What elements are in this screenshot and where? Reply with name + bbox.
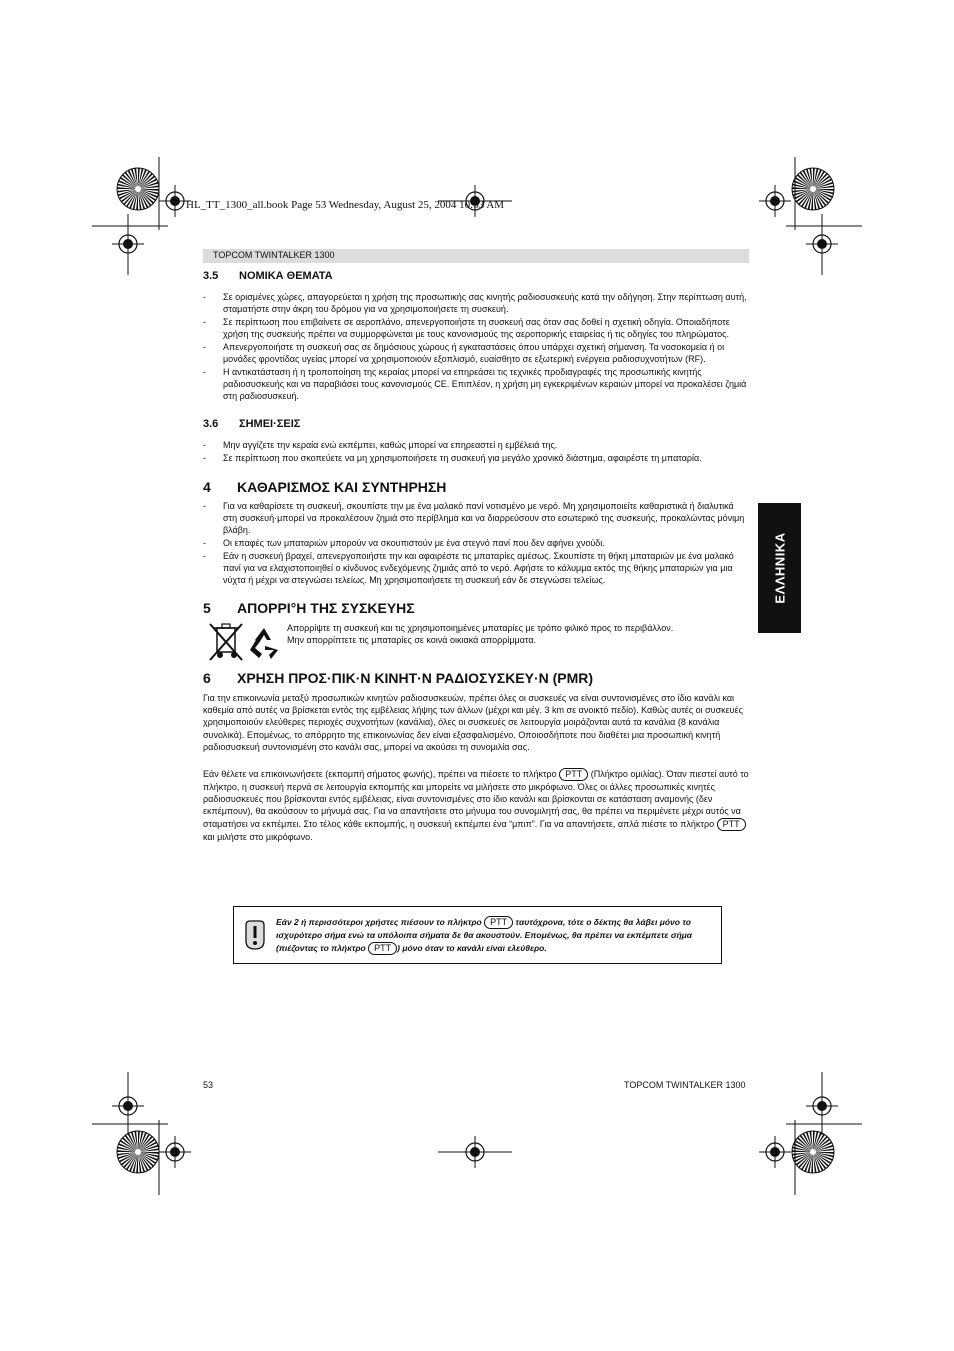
section-title: ΧΡΗΣΗ ΠΡΟΣ·ΠΙΚ·Ν ΚΙΝΗΤ·Ν ΡΑΔΙΟΣΥΣΚΕΥ·Ν (PMR): [237, 670, 594, 686]
list-item: - Οι επαφές των μπαταριών μπορούν να σκουπιστούν με ένα στεγνό πανί που δεν αφήνει χνούδι.: [203, 537, 749, 549]
header-title: TOPCOM TWINTALKER 1300: [213, 250, 335, 260]
section-title: ΝΟΜΙΚΑ ΘΕΜΑΤΑ: [239, 270, 333, 282]
disposal-line-1: Απορρίψτε τη συσκευή και τις χρησιμοποιημένες μπαταρίες με τρόπο φιλικό προς το περιβάλλον.: [287, 623, 674, 633]
section-6-heading: [203, 670, 593, 686]
note-part-3: ) μόνο όταν το κανάλι είναι ελεύθερο.: [397, 942, 547, 953]
section-number: 4: [203, 479, 211, 495]
section-title: ΣΗΜΕΙ·ΣΕΙΣ: [239, 418, 301, 430]
header-band: [203, 249, 749, 263]
ptt-key-badge: PTT: [368, 942, 397, 955]
section-6-paragraph-2: [203, 768, 749, 843]
section-number: 6: [203, 670, 211, 686]
page-number: 53: [203, 1080, 214, 1090]
starburst-mark: [117, 1131, 159, 1173]
section-6-paragraph-1: Για την επικοινωνία μεταξύ προσωπικών κινητών ραδιοσυσκευών, πρέπει όλες οι συσκευές να είναι συντονισμένες στο ίδιο κανάλι και καθεμία από αυτές να βρίσκεται εντός της εμβέλειας λήψης των άλλων (μέχρι και μέγ. 3 km σε ανοικτό πεδίο). Καθώς αυτές οι συσκευές χρησιμοποιούν ελεύθερες περιοχές συχνοτήτων (κανάλια), όλες οι συσκευές σε λειτουργία μοιράζονται αυτά τα κανάλια (8 κανάλια συνολικά). Επομένως, το απόρρητο της επικοινωνίας δεν είναι εξασφαλισμένο. Οποιοσδήποτε που διαθέτει μια προσωπική κινητή ραδιοσυσκευή συντονισμένη στο κανάλι σας, μπορεί να ακούσει τη συνομιλία σας.: [203, 693, 743, 752]
list-item: - Απενεργοποιήστε τη συσκευή σας σε δημόσιους χώρους ή εγκαταστάσεις όπου υπάρχει σχετική σήμανση. Τα νοσοκομεία ή οι μονάδες φροντίδας υγείας μπορεί να χρησιμοποιούν εξοπλισμό, ευαίσθητο σε εξωτερική ενέργεια ραδιοσυχνοτήτων (RF).: [203, 341, 749, 365]
warning-note-box: [233, 906, 722, 964]
disposal-line-2: Μην απορρίπτετε τις μπαταρίες σε κοινά οικιακά απορρίμματα.: [287, 635, 537, 646]
starburst-mark: [792, 1131, 834, 1173]
ptt-key-badge: PTT: [559, 768, 588, 781]
footer-product: TOPCOM TWINTALKER 1300: [624, 1080, 746, 1090]
para2-part-a: Εάν θέλετε να επικοινωνήσετε (εκπομπή σήματος φωνής), πρέπει να πιέσετε το πλήκτρο: [203, 769, 557, 779]
list-item: - Για να καθαρίσετε τη συσκευή, σκουπίστε την με ένα μαλακό πανί νοτισμένο με νερό. Μη χρησιμοποιείτε καθαριστικά ή διαλυτικά στη συσκευή·μπορεί να προκαλέσουν ζημιά στο περίβλημα και να διαρρεύσουν στο εσωτερικό της συσκευής, προκαλώντας μόνιμη βλάβη.: [203, 500, 749, 537]
book-info-line: HL_TT_1300_all.book Page 53 Wednesday, August 25, 2004 10:53 AM: [186, 199, 505, 211]
list-item: - Σε περίπτωση που επιβαίνετε σε αεροπλάνο, απενεργοποιήστε τη συσκευή σας όταν σας δοθεί η σχετική οδηγία. Οποιαδήποτε χρήση της συσκευής πρέπει να συμμορφώνεται με τους κανονισμούς της αεροπορικής εταιρείας ή τις οδηγίες του πληρώματος.: [203, 316, 749, 340]
section-4-heading: [203, 479, 446, 495]
section-4-list: [203, 500, 749, 587]
section-3-5-heading: [203, 270, 333, 282]
section-number: 5: [203, 600, 211, 616]
section-5-text: [287, 622, 747, 646]
list-item: - Σε ορισμένες χώρες, απαγορεύεται η χρήση της προσωπικής σας κινητής ραδιοσυσκευής κατά την οδήγηση. Στην περίπτωση αυτή, σταματήστε στην άκρη του δρόμου για να χρησιμοποιήσετε τη συσκευή.: [203, 291, 749, 315]
section-3-6-list: [203, 439, 749, 464]
list-item: - Σε περίπτωση που σκοπεύετε να μη χρησιμοποιήσετε τη συσκευή για μεγάλο χρονικό διάστημα, αφαιρέστε τη μπαταρία.: [203, 452, 749, 464]
starburst-mark: [792, 168, 834, 210]
warning-hand-icon: [242, 919, 268, 951]
warning-note-text: [276, 916, 706, 955]
ptt-key-badge: PTT: [717, 818, 746, 831]
list-item: - Μην αγγίζετε την κεραία ενώ εκπέμπει, καθώς μπορεί να επηρεαστεί η εμβέλειά της.: [203, 439, 749, 451]
language-tab: [758, 503, 801, 633]
recycle-icon: [247, 626, 281, 660]
section-title: ΚΑΘΑΡΙΣΜΟΣ ΚΑΙ ΣΥΝΤΗΡΗΣΗ: [237, 479, 447, 495]
list-item: - Η αντικατάσταση ή η τροποποίηση της κεραίας μπορεί να επηρεάσει τις τεχνικές προδιαγραφές της προσωπικής κινητής ραδιοσυσκευής και να παραβιάσει τους κανονισμούς CE. Επιπλέον, η χρήση μη εγκεκριμένων κεραιών μπορεί να προκαλέσει ζημιά στη ραδιοσυσκευή.: [203, 366, 749, 403]
language-tab-label: ΕΛΛΗΝΙΚΑ: [772, 532, 787, 604]
section-3-5-list: [203, 291, 749, 403]
list-item: - Εάν η συσκευή βραχεί, απενεργοποιήστε την και αφαιρέστε τις μπαταρίες αμέσως. Σκουπίστε τη θήκη μπαταριών με ένα μαλακό πανί για να ελαχιστοποιηθεί ο κίνδυνος ενδεχόμενης ζημιάς από το νερό. Αφήστε το κάλυμμα εκτός της θήκης μπαταριών για μια νύχτα ή μέχρι να στεγνώσει τελείως. Μη χρησιμοποιήσετε τη συσκευή εάν δε στεγνώσει τελείως.: [203, 550, 749, 587]
section-title: ΑΠΟΡΡΙ°Η ΤΗΣ ΣΥΣΚΕΥΗΣ: [237, 600, 415, 616]
ptt-key-badge: PTT: [484, 916, 513, 929]
section-5-heading: [203, 600, 415, 616]
note-part-1: Εάν 2 ή περισσότεροι χρήστες πιέσουν το πλήκτρο: [276, 917, 482, 927]
section-number: 3.6: [203, 418, 219, 430]
starburst-mark: [117, 168, 159, 210]
section-3-6-heading: [203, 418, 300, 430]
para2-part-c: και μιλήστε στο μικρόφωνο.: [203, 831, 313, 842]
para2-part-b: (Πλήκτρο ομιλίας). Όταν πιεστεί αυτό το πλήκτρο, η συσκευή περνά σε λειτουργία εκπομπής και μπορείτε να μιλήσετε στο μικρόφωνο. Όλες οι άλλες προσωπικές κινητές ραδιοσυσκευές που βρίσκονται εντός εμβέλειας, είναι συντονισμένες στο ίδιο κανάλι και βρίσκονται σε κατάσταση αναμονής (δεν εκπέμπουν), θα ακούσουν το μήνυμά σας. Για να απαντήσετε στο μήνυμα του συνομιλητή σας, θα πρέπει να περιμένετε μέχρι αυτός να σταματήσει να εκπέμπει. Στο τέλος κάθε εκπομπής, η συσκευή εκπέμπει ένα “μπιπ”. Για να απαντήσετε, απλά πιέστε το πλήκτρο: [203, 769, 749, 829]
section-number: 3.5: [203, 270, 219, 282]
note-part-2: ταυτόχρονα, τότε ο δέκτης θα λάβει μόνο το ισχυρότερο σήμα ενώ τα υπόλοιπα σήματα δε θα ακουστούν. Επομένως, θα πρέπει να εκπέμπετε σήμα (πιέζοντας το πλήκτρο: [276, 917, 693, 953]
crossed-bin-icon: [208, 620, 244, 664]
